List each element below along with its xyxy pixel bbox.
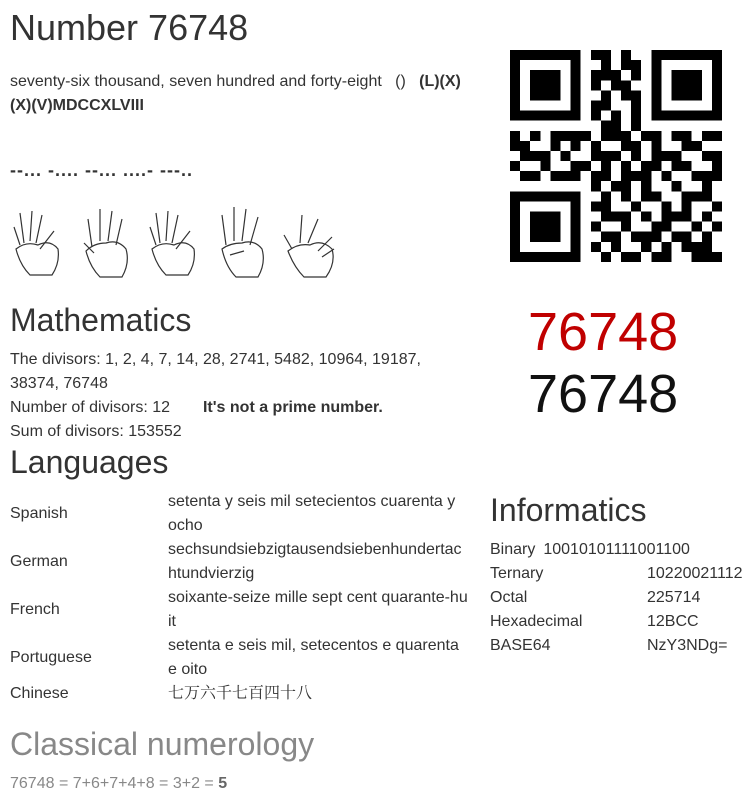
language-value: 七万六千七百四十八 [168, 685, 313, 702]
morse-code: --... -.... --... ....- ---.. [10, 160, 193, 180]
sign-language-hands [10, 205, 344, 283]
numerology-expression: 76748 = 7+6+7+4+8 = 3+2 = [10, 775, 219, 792]
hand-six-icon [78, 205, 140, 283]
base64-value: NzY3NDg= [647, 637, 728, 654]
hex-value: 12BCC [647, 613, 699, 630]
language-value: setenta e seis mil, setecentos e quarenta e oito [168, 637, 459, 678]
language-row [10, 538, 480, 586]
info-row-hex [490, 610, 750, 634]
hand-seven-icon [146, 205, 208, 283]
language-name: Chinese [10, 685, 69, 702]
base64-label: BASE64 [490, 637, 551, 654]
binary-value: 10010101111001100 [543, 541, 690, 558]
language-row [10, 490, 480, 538]
number-of-divisors: Number of divisors: 12 [10, 399, 171, 416]
hand-seven-icon [10, 205, 72, 283]
language-name: Spanish [10, 505, 68, 522]
language-value: soixante-seize mille sept cent quarante-huit [168, 589, 468, 630]
language-row [10, 634, 480, 682]
languages-table [10, 490, 480, 706]
language-name: French [10, 601, 60, 618]
words-text: seventy-six thousand, seven hundred and forty-eight [10, 73, 382, 90]
mathematics-section [10, 348, 470, 444]
language-row [10, 586, 480, 634]
informatics-table [490, 538, 750, 658]
language-row [10, 682, 480, 706]
octal-label: Octal [490, 589, 528, 606]
page-title: Number 76748 [10, 7, 249, 48]
numerology-heading: Classical numerology [10, 726, 315, 762]
words-paren: () [395, 73, 406, 90]
language-name: Portuguese [10, 649, 92, 666]
language-name: German [10, 553, 68, 570]
octal-value: 225714 [647, 589, 701, 606]
big-number-red: 76748 [528, 302, 679, 362]
languages-heading: Languages [10, 444, 169, 480]
divisors-list: The divisors: 1, 2, 4, 7, 14, 28, 2741, 5482, 10964, 19187, 38374, 76748 [10, 351, 421, 392]
info-row-base64 [490, 634, 750, 658]
info-row-ternary [490, 562, 750, 586]
roman-numeral-part1: (L)(X) [419, 73, 461, 90]
hex-label: Hexadecimal [490, 613, 583, 630]
number-words [10, 70, 470, 118]
binary-label: Binary [490, 541, 536, 558]
big-number-black: 76748 [528, 364, 679, 424]
qr-code [510, 50, 722, 262]
hand-eight-icon [282, 205, 344, 283]
informatics-heading: Informatics [490, 492, 647, 528]
language-value: sechsundsiebzigtausendsiebenhundertachtundvierzig [168, 541, 462, 582]
roman-numeral-part2: (X)(V)MDCCXLVIII [10, 97, 144, 114]
info-row-binary [490, 538, 750, 562]
numerology-formula [10, 774, 227, 794]
sum-of-divisors: Sum of divisors: 153552 [10, 423, 182, 440]
info-row-octal [490, 586, 750, 610]
hand-four-icon [214, 205, 276, 283]
numerology-result: 5 [218, 775, 228, 792]
language-value: setenta y seis mil setecientos cuarenta y ocho [168, 493, 456, 534]
ternary-label: Ternary [490, 565, 544, 582]
prime-status: It's not a prime number. [202, 399, 383, 416]
ternary-value: 10220021112 [647, 565, 743, 582]
mathematics-heading: Mathematics [10, 302, 192, 338]
